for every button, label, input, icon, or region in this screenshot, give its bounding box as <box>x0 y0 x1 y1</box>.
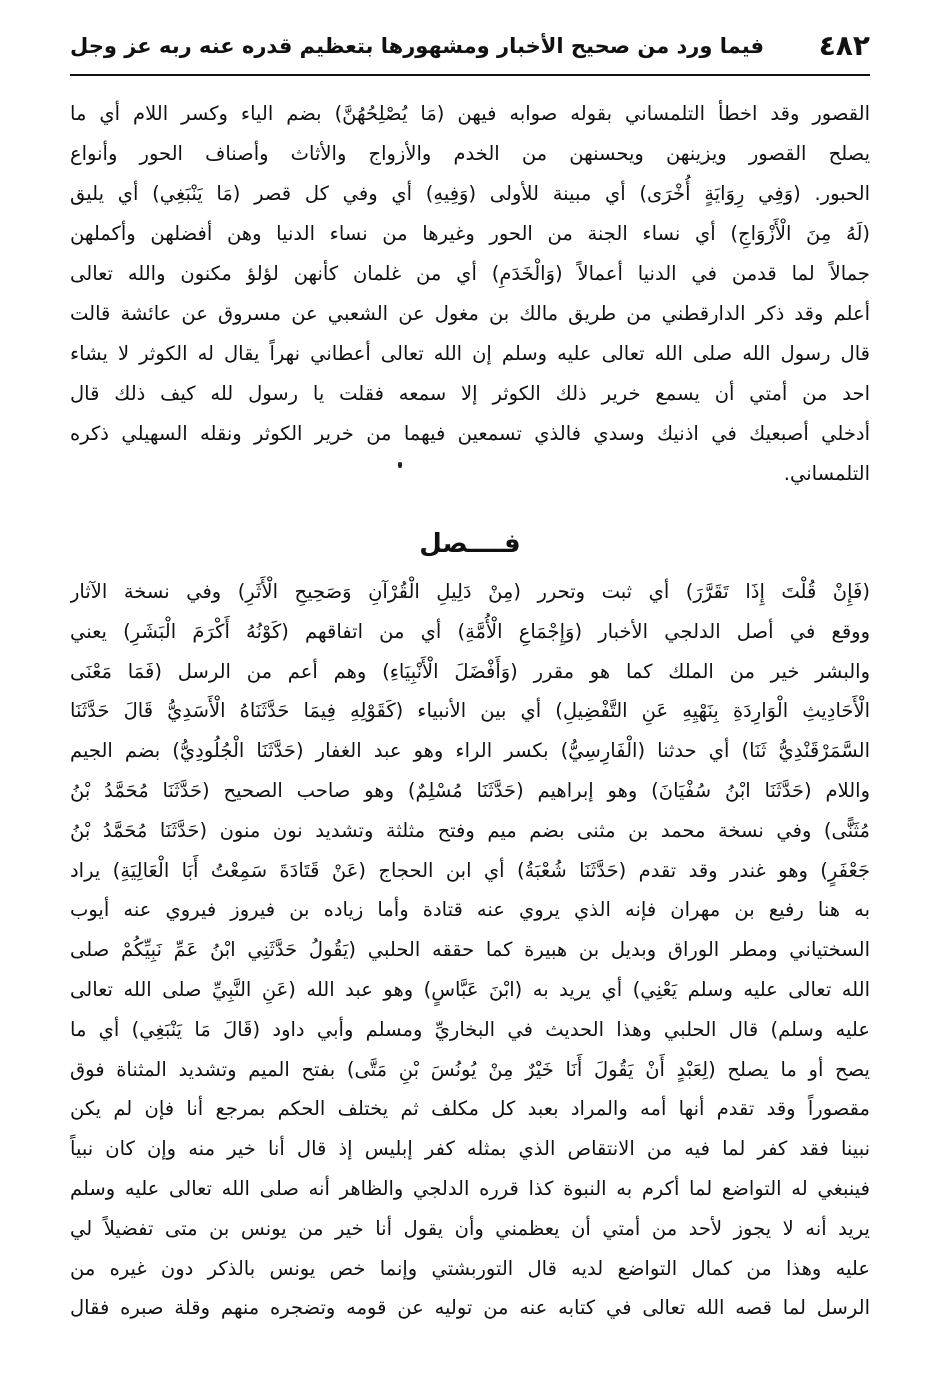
text-line: نبينا فقد كفر لما فيه من الانتقاص الذي بمثله كفر إبليس إذ قال أنا خير منه وإن كان نبياً <box>70 1137 870 1161</box>
text-line: مقصوراً وقد تقدم أنها أمه والمراد بعبد كل مكلف ثم يختلف الحكم بمرجع أنا فإن لم يكن <box>70 1097 870 1121</box>
paragraph-main <box>70 572 870 1328</box>
text-line: أدخلي أصبعيك في اذنيك وسدي فالذي تسمعين فيهما من خرير الكوثر ونقله السهيلي ذكره <box>70 422 870 445</box>
text-line: احد من أمتي أن يسمع خرير ذلك الكوثر إلا سمعه فقلت يا رسول لله كيف ذلك قال <box>70 382 870 405</box>
text-line: الرسل لما قصه الله تعالى في كتابه عنه من توليه عن قومه وتضجره منهم وقلة صبره فقال <box>70 1296 870 1320</box>
text-line: عليه وسلم) قال الحلبي وهذا الحديث في البخاريِّ ومسلم وأبي داود (قَالَ مَا يَنْبَغِي) أي ما <box>70 1017 870 1041</box>
text-line: جَعْفَرٍ) وهو غندر وقد تقدم (حَدَّثَنَا شُعْبَةُ) أي ابن الحجاج (عَنْ قَتَادَةَ سَمِعْتُ أَبَا الْعَالِيَةِ) يراد <box>70 858 870 882</box>
text-line: مُثَنًّى) وفي نسخة محمد بن مثنى بضم ميم وفتح مثلثة وتشديد نون منون (حَدَّثَنَا مُحَمَّدُ بْنُ <box>70 818 870 842</box>
text-line: يصلح القصور ويزينهن ويحسنهن من الخدم والأزواج والأثاث وأصناف الحور وأنواع <box>70 142 870 165</box>
text-line: فينبغي له التواضع لما أكرم به النبوة كذا قرره الدلجي والظاهر أنه صلى الله تعالى عليه وسلم <box>70 1176 870 1200</box>
ink-speck <box>398 462 402 468</box>
text-line: القصور وقد اخطأ التلمساني بقوله صوابه فيهن (مَا يُصْلِحُهُنَّ) بضم الياء وكسر اللام أي ما <box>70 102 870 125</box>
text-line: أعلم وقد ذكر الدارقطني من طريق مالك بن مغول عن الشعبي عن مسروق عن عائشة قالت <box>70 302 870 325</box>
running-header <box>70 26 870 72</box>
header-rule <box>70 74 870 76</box>
paragraph-continued <box>70 94 870 494</box>
text-line: قال رسول الله صلى الله تعالى عليه وسلم إن الله تعالى أعطاني نهراً يقال له الكوثر لا يشاء <box>70 342 870 365</box>
page-number: ٤٨٢ <box>818 29 870 62</box>
section-heading: فــــصل <box>419 529 521 559</box>
text-line: واللام (حَدَّثَنَا ابْنُ سُفْيَانَ) وهو إبراهيم (حَدَّثَنَا مُسْلِمٌ) وهو صاحب الصحيح (حَدَّثَنَا مُحَمَّدُ بْنُ <box>70 778 870 802</box>
text-line: التلمساني. <box>783 462 870 485</box>
text-line: السَّمَرْقَنْدِيُّ ثَنَا) أي حدثنا (الْفَارِسِيُّ) بكسر الراء وهو عبد الغفار (حَدَّثَنَا الْجُلُودِيُّ) بضم الجيم <box>70 739 870 763</box>
text-line: الله تعالى عليه وسلم يَعْنِي) أي يريد به (ابْنَ عَبَّاسٍ) وهو عبد الله (عَنِ النَّبِيِّ صلى الله تعالى <box>70 977 870 1001</box>
text-line: السختياني ومطر الوراق وبديل بن هبيرة كما حققه الحلبي (يَقُولُ حَدَّثَنِي ابْنُ عَمِّ نَبِيِّكُمْ صلى <box>70 938 870 962</box>
text-line: ووقع في أصل الدلجي الأخبار (وَإِجْمَاعِ الْأُمَّةِ) أي من اتفاقهم (كَوْنُهُ أَكْرَمَ الْبَشَرِ) يعني <box>70 619 870 643</box>
text-line: (لَهُ مِنَ الْأَزْوَاجِ) أي نساء الجنة من الحور وغيرها من نساء الدنيا وهن أفضلهن وأكملهن <box>70 222 870 245</box>
text-line: جمالاً لما قدمن في الدنيا أعمالاً (وَالْخَدَمِ) أي من غلمان كأنهن لؤلؤ مكنون والله تعالى <box>70 262 870 285</box>
text-line: (فَإِنْ قُلْتَ إِذَا تَقَرَّرَ) أي ثبت وتحرر (مِنْ دَلِيلِ الْقُرْآنِ وَصَحِيحِ الْأَثَرِ) وفي نسخة الآثار <box>70 580 870 603</box>
text-line: يصح أو ما يصلح (لِعَبْدٍ أَنْ يَقُولَ أَنَا خَيْرٌ مِنْ يُونُسَ بْنِ مَتَّى) بفتح الميم وتشديد المثناة فوق <box>70 1057 870 1081</box>
text-line: الْأَحَادِيثِ الْوَارِدَةِ بِنَهْيِهِ عَنِ التَّفْضِيلِ) أي بين الأنبياء (كَقَوْلِهِ فِيمَا حَدَّثَنَاهُ الْأَسَدِيُّ قَالَ حَدَّثَنَا <box>70 699 870 723</box>
text-line: والبشر خير من الملك كما هو مقرر (وَأَفْضَلَ الْأَنْبِيَاءِ) وهم أعم من الرسل (فَمَا مَعْنَى <box>70 659 870 683</box>
running-title: فيما ورد من صحيح الأخبار ومشهورها بتعظيم قدره عنه ربه عز وجل <box>70 34 765 58</box>
text-line: الحبور. (وَفِي رِوَايَةٍ أُخْرَى) أي مبينة للأولى (وَفِيهِ) أي وفي كل قصر (مَا يَنْبَغِي) أي يليق <box>70 182 870 205</box>
text-line: به هنا رفيع بن مهران فإنه الذي يروي عنه قتادة وأما زياده بن فيروز فيروي عنه أيوب <box>70 898 870 922</box>
text-line: عليه وهذا من كمال التواضع لديه قال التوربشتي وإنما خص يونس بالذكر دون غيره من <box>70 1256 870 1280</box>
text-line: يريد أنه لا يجوز لأحد من أمتي أن يعظمني وأن يقول أنا خير من يونس بن متى تفضيلاً لي <box>70 1216 870 1240</box>
